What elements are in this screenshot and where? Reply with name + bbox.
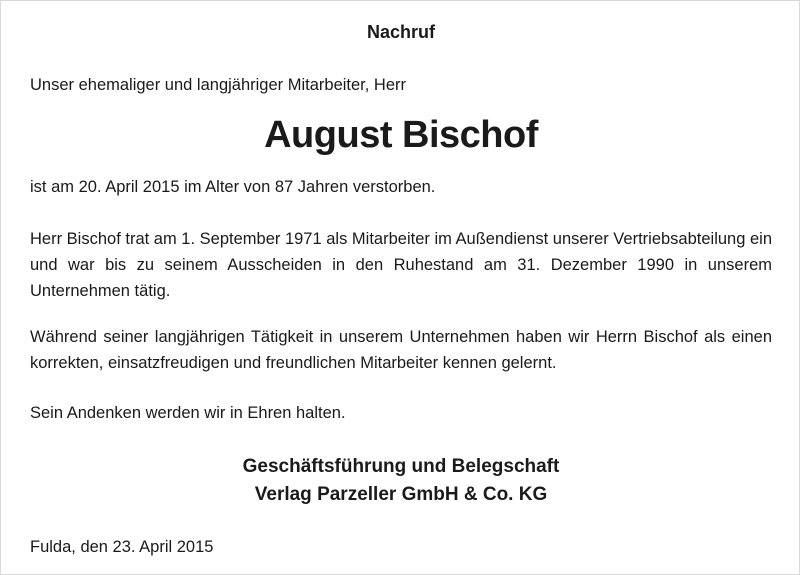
closing-line: Sein Andenken werden wir in Ehren halten. xyxy=(30,404,346,422)
notice-heading: Nachruf xyxy=(366,22,435,42)
signature-line-1: Geschäftsführung und Belegschaft xyxy=(242,456,560,477)
character-paragraph: Während seiner langjährigen Tätigkeit in unserem Unternehmen haben wir Herrn Bischof als einen korrekten, einsatzfreudigen und freundlichen Mitarbeiter kennen gelernt. xyxy=(30,328,772,372)
intro-line: Unser ehemaliger und langjähriger Mitarbeiter, Herr xyxy=(30,76,407,94)
death-line: ist am 20. April 2015 im Alter von 87 Jahren verstorben. xyxy=(30,178,436,196)
career-paragraph: Herr Bischof trat am 1. September 1971 als Mitarbeiter im Außendienst unserer Vertriebsabteilung ein und war bis zu seinem Ausscheiden in den Ruhestand am 31. Dezember 1990 in unserem Unternehmen tätig. xyxy=(30,230,772,300)
signature-line-2: Verlag Parzeller GmbH & Co. KG xyxy=(254,484,548,505)
place-date: Fulda, den 23. April 2015 xyxy=(30,538,214,556)
deceased-name: August Bischof xyxy=(264,114,538,156)
